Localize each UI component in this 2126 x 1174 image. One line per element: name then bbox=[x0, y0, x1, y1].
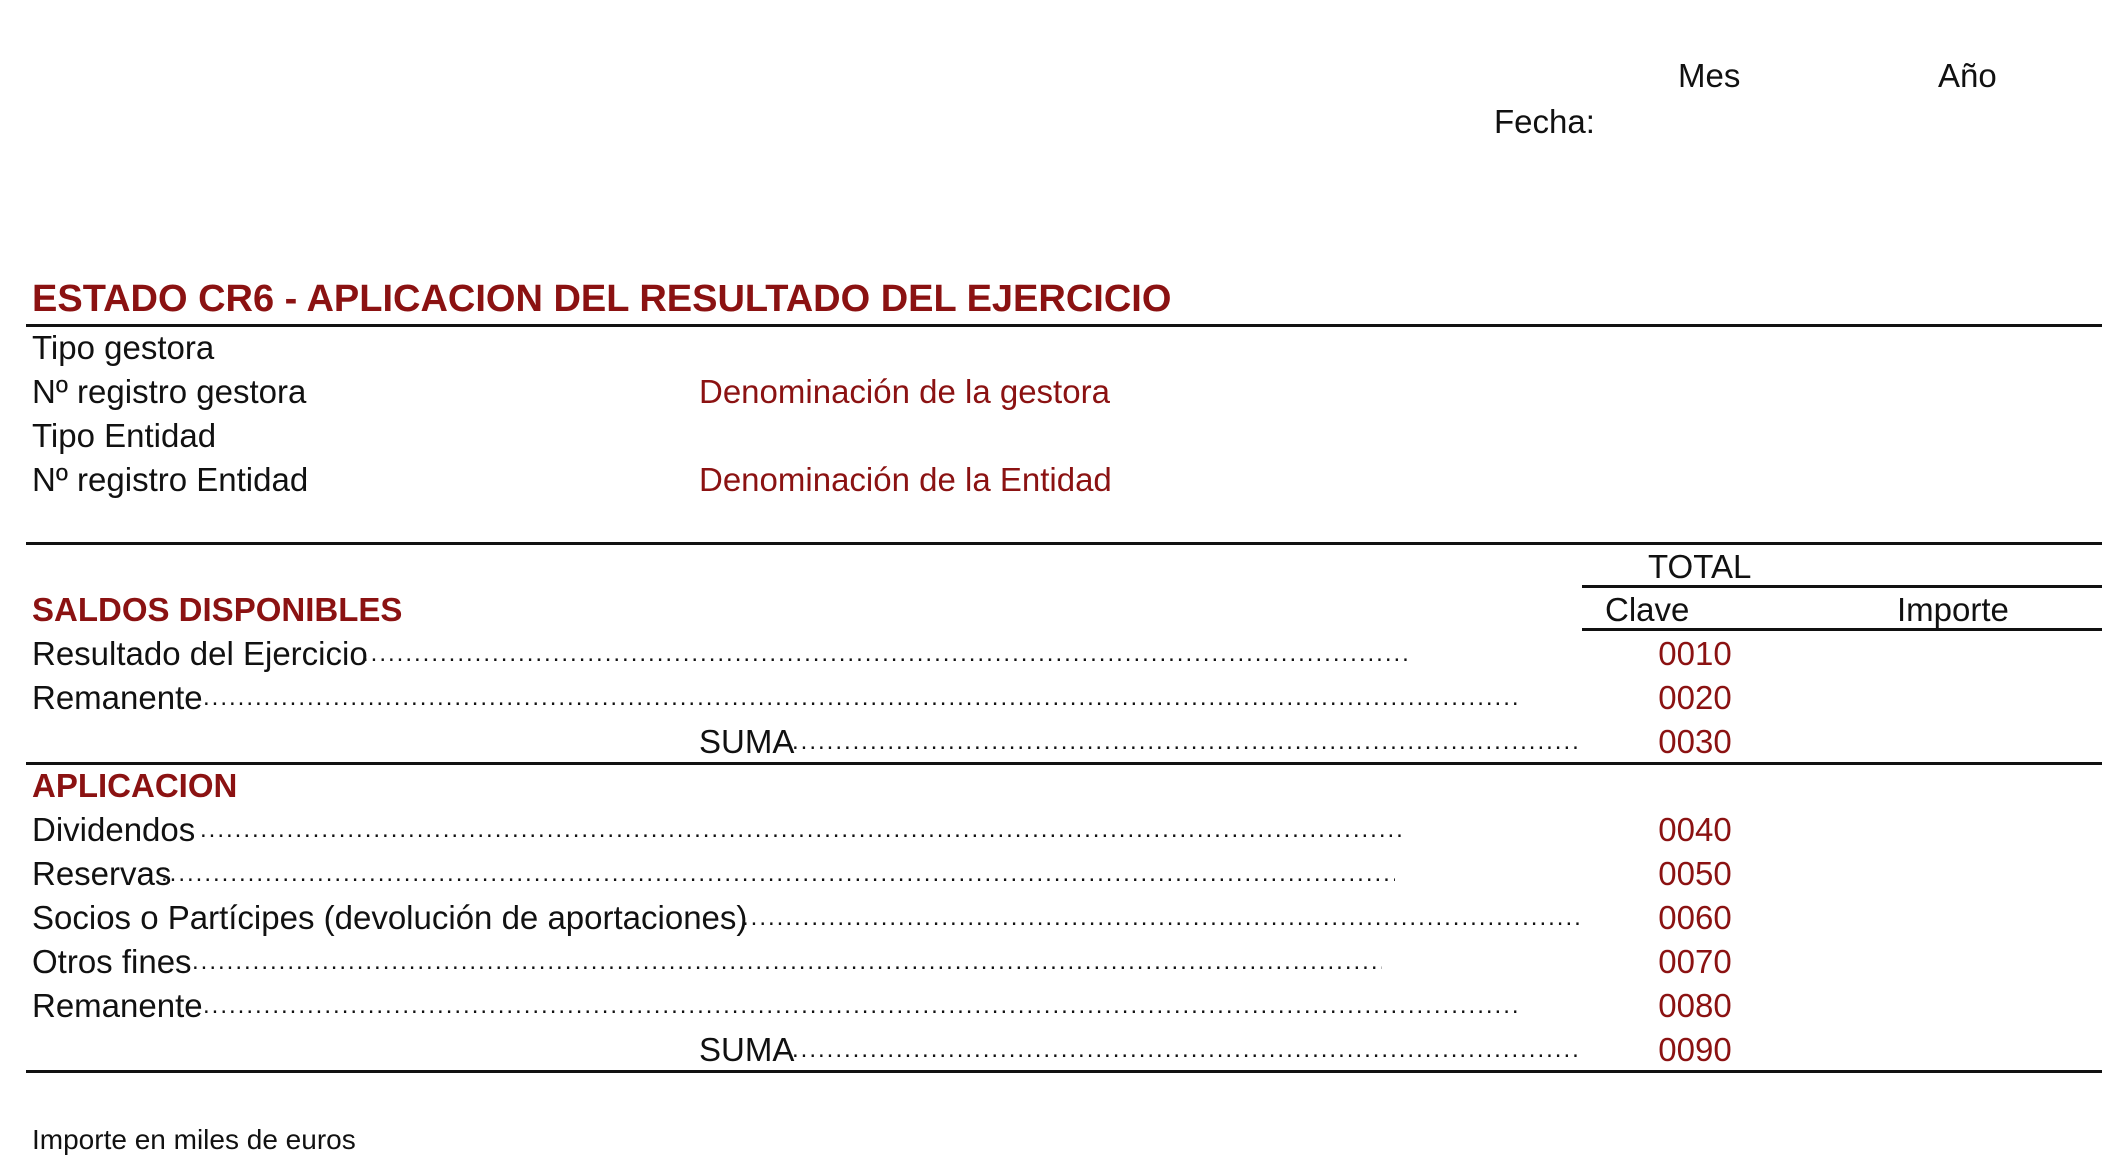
row-code: 0090 bbox=[1658, 1031, 1732, 1068]
table-bottom-rule bbox=[26, 1070, 2102, 1073]
row-label-remanente: Remanente bbox=[32, 679, 203, 716]
mes-label: Mes bbox=[1678, 57, 1741, 94]
section-rule bbox=[26, 762, 2102, 765]
dot-leader bbox=[742, 896, 1582, 940]
registro-entidad-label: Nº registro Entidad bbox=[32, 461, 309, 498]
dot-leader bbox=[203, 676, 1521, 720]
row-label-reservas: Reservas bbox=[32, 855, 172, 892]
row-code: 0070 bbox=[1658, 943, 1732, 980]
ano-label: Año bbox=[1938, 57, 1997, 94]
footer-note: Importe en miles de euros bbox=[32, 1124, 356, 1155]
row-code: 0030 bbox=[1658, 723, 1732, 760]
title-rule bbox=[26, 324, 2102, 327]
tipo-gestora-label: Tipo gestora bbox=[32, 329, 215, 366]
row-code: 0010 bbox=[1658, 635, 1732, 672]
row-label-resultado: Resultado del Ejercicio bbox=[32, 635, 368, 672]
row-code: 0040 bbox=[1658, 811, 1732, 848]
clave-rule bbox=[1582, 628, 2102, 631]
row-label-suma: SUMA bbox=[699, 723, 795, 760]
dot-leader bbox=[792, 1028, 1582, 1072]
fecha-label: Fecha: bbox=[1494, 103, 1595, 140]
row-label-remanente-aplicacion: Remanente bbox=[32, 987, 203, 1024]
dot-leader bbox=[161, 852, 1395, 896]
total-header: TOTAL bbox=[1648, 548, 1752, 585]
tipo-entidad-label: Tipo Entidad bbox=[32, 417, 217, 454]
denominacion-gestora: Denominación de la gestora bbox=[699, 373, 1110, 410]
row-label-otros-fines: Otros fines bbox=[32, 943, 192, 980]
table-top-rule bbox=[26, 542, 2102, 545]
row-label-socios: Socios o Partícipes (devolución de aportaciones) bbox=[32, 899, 748, 936]
denominacion-entidad: Denominación de la Entidad bbox=[699, 461, 1112, 498]
row-label-suma-aplicacion: SUMA bbox=[699, 1031, 795, 1068]
saldos-title: SALDOS DISPONIBLES bbox=[32, 591, 403, 628]
registro-gestora-label: Nº registro gestora bbox=[32, 373, 307, 410]
importe-header: Importe bbox=[1897, 591, 2009, 628]
row-code: 0050 bbox=[1658, 855, 1732, 892]
row-label-dividendos: Dividendos bbox=[32, 811, 196, 848]
page-title: ESTADO CR6 - APLICACION DEL RESULTADO DEL EJERCICIO bbox=[32, 278, 1172, 320]
aplicacion-title: APLICACION bbox=[32, 767, 238, 804]
clave-header: Clave bbox=[1605, 591, 1690, 628]
dot-leader bbox=[192, 940, 1382, 984]
dot-leader bbox=[792, 720, 1582, 764]
row-code: 0060 bbox=[1658, 899, 1732, 936]
row-code: 0080 bbox=[1658, 987, 1732, 1024]
dot-leader bbox=[362, 632, 1407, 676]
dot-leader bbox=[203, 984, 1521, 1028]
row-code: 0020 bbox=[1658, 679, 1732, 716]
dot-leader bbox=[200, 808, 1405, 852]
